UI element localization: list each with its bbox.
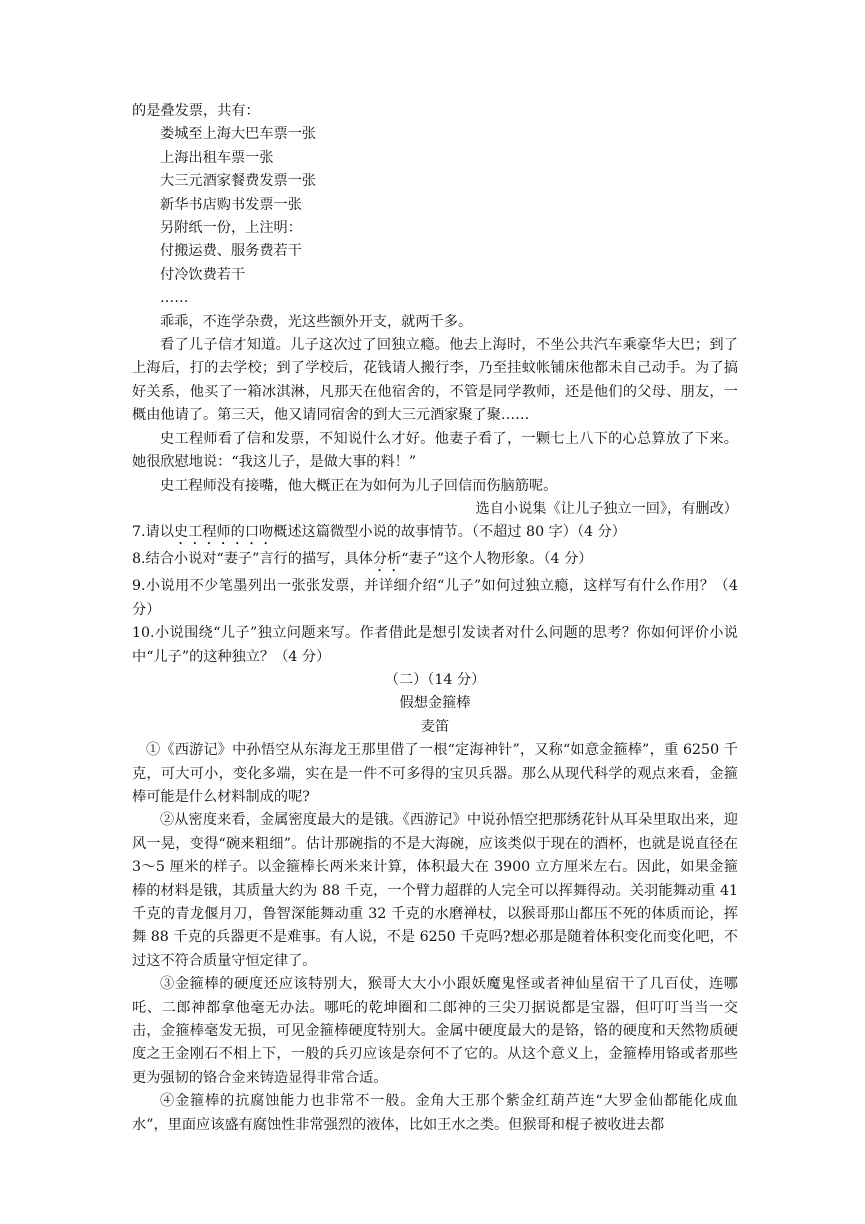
article-paragraph: ①《西游记》中孙悟空从东海龙王那里借了一根“定海神针”，又称“如意金箍棒”，重 6250 千克，可大可小，变化多端，实在是一件不可多得的宝贝兵器。那么从现代科学的观点来看，金箍棒可能是什么材料制成的呢?	[132, 742, 738, 805]
emphasized-text: 分析	[372, 551, 402, 568]
receipt-item: 上海出租车票一张	[160, 149, 274, 166]
question-text: 7.请以	[132, 524, 174, 541]
receipt-list	[132, 123, 738, 310]
emphasized-text: 史工程师的口吻	[173, 524, 274, 541]
story-paragraph: 史工程师看了信和发票，不知说什么才好。他妻子看了，一颗七上八下的心总算放了下来。她很欣慰地说：“我这儿子，是做大事的料！”	[132, 430, 738, 471]
exam-page	[132, 100, 738, 1137]
article-paragraph: ③金箍棒的硬度还应该特别大，猴哥大大小小跟妖魔鬼怪或者神仙星宿干了几百仗，连哪吒、二郎神都拿他毫无办法。哪吒的乾坤圈和二郎神的三尖刀据说都是宝器，但叮叮当当一交击，金箍棒毫发无损，可见金箍棒硬度特别大。金属中硬度最大的是铬，铬的硬度和天然物质硬度之王金刚石不相上下，一般的兵刃应该是奈何不了它的。从这个意义上，金箍棒用铬或者那些更为强韧的铬合金来铸造显得非常合适。	[132, 976, 738, 1086]
receipt-item: 大三元酒家餐费发票一张	[160, 173, 317, 190]
receipt-item: ……	[160, 290, 189, 307]
receipt-item: 另附纸一份，上注明：	[160, 220, 302, 237]
receipt-item: 娄城至上海大巴车票一张	[160, 126, 317, 143]
story-paragraph: 史工程师没有接嘴，他大概正在为如何为儿子回信而伤脑筋呢。	[160, 477, 558, 494]
receipt-item: 新华书店购书发票一张	[160, 196, 302, 213]
question-text: “妻子”这个人物形象。（4 分）	[401, 551, 593, 568]
question-7	[132, 521, 738, 548]
story-paragraph: 看了儿子信才知道。儿子这次过了回独立瘾。他去上海时，不坐公共汽车乘豪华大巴；到了上海后，打的去学校；到了学校后，花钱请人搬行李，乃至挂蚊帐铺床他都未自己动手。为了搞好关系，他买了一箱冰淇淋，凡那天在他宿舍的，不管是同学教师，还是他们的父母、朋友，一概由他请了。第三天，他又请同宿舍的到大三元酒家聚了聚……	[132, 337, 738, 424]
article-paragraph: ②从密度来看，金属密度最大的是锇。《西游记》中说孙悟空把那绣花针从耳朵里取出来，迎风一晃，变得“碗来粗细”。估计那碗指的不是大海碗，应该类似于现在的酒杯，也就是说直径在 3～5 厘米的样子。以金箍棒长两米来计算，体积最大在 3900 立方厘米左右。因此，如果金箍棒的材料是锇，其质量大约为 88 千克，一个臂力超群的人完全可以挥舞得动。关羽能舞动重 41 千克的青龙偃月刀，鲁智深能舞动重 32 千克的水磨禅杖，以猴哥那山都压不死的体质而论，挥舞 88 千克的兵器更不是难事。有人说，不是 6250 千克吗?想必那是随着体积变化而变化吧，不过这不符合质量守恒定律了。	[132, 812, 738, 969]
story-source: 选自小说集《让儿子独立一回》，有删改）	[475, 500, 738, 517]
story-paragraph: 乖乖，不连学杂费，光这些额外开支，就两千多。	[160, 313, 473, 330]
article-paragraph: ④金箍棒的抗腐蚀能力也非常不一般。金角大王那个紫金红葫芦连“大罗金仙都能化成血水”，里面应该盛有腐蚀性非常强烈的液体，比如王水之类。但猴哥和棍子被收进去都	[132, 1093, 738, 1133]
receipt-item: 付冷饮费若干	[160, 266, 246, 283]
story-intro: 的是叠发票，共有：	[132, 103, 260, 119]
question-8	[132, 548, 738, 575]
article-author: 麦笛	[420, 718, 450, 735]
question-10: 10.小说围绕“儿子”独立问题来写。作者借此是想引发读者对什么问题的思考？你如何评价小说中“儿子”的这种独立？（4 分）	[132, 625, 738, 665]
article-title: 假想金箍棒	[399, 695, 471, 712]
section-heading: （二）（14 分）	[384, 671, 486, 688]
receipt-item: 付搬运费、服务费若干	[160, 243, 302, 260]
question-text: 8.结合小说对“妻子”言行的描写，具体	[132, 551, 373, 568]
question-text: 概述这篇微型小说的故事情节。（不超过 80 字）（4 分）	[273, 524, 626, 541]
question-9: 9.小说用不少笔墨列出一张张发票，并详细介绍“儿子”如何过独立瘾，这样写有什么作用？（4 分）	[132, 578, 738, 618]
